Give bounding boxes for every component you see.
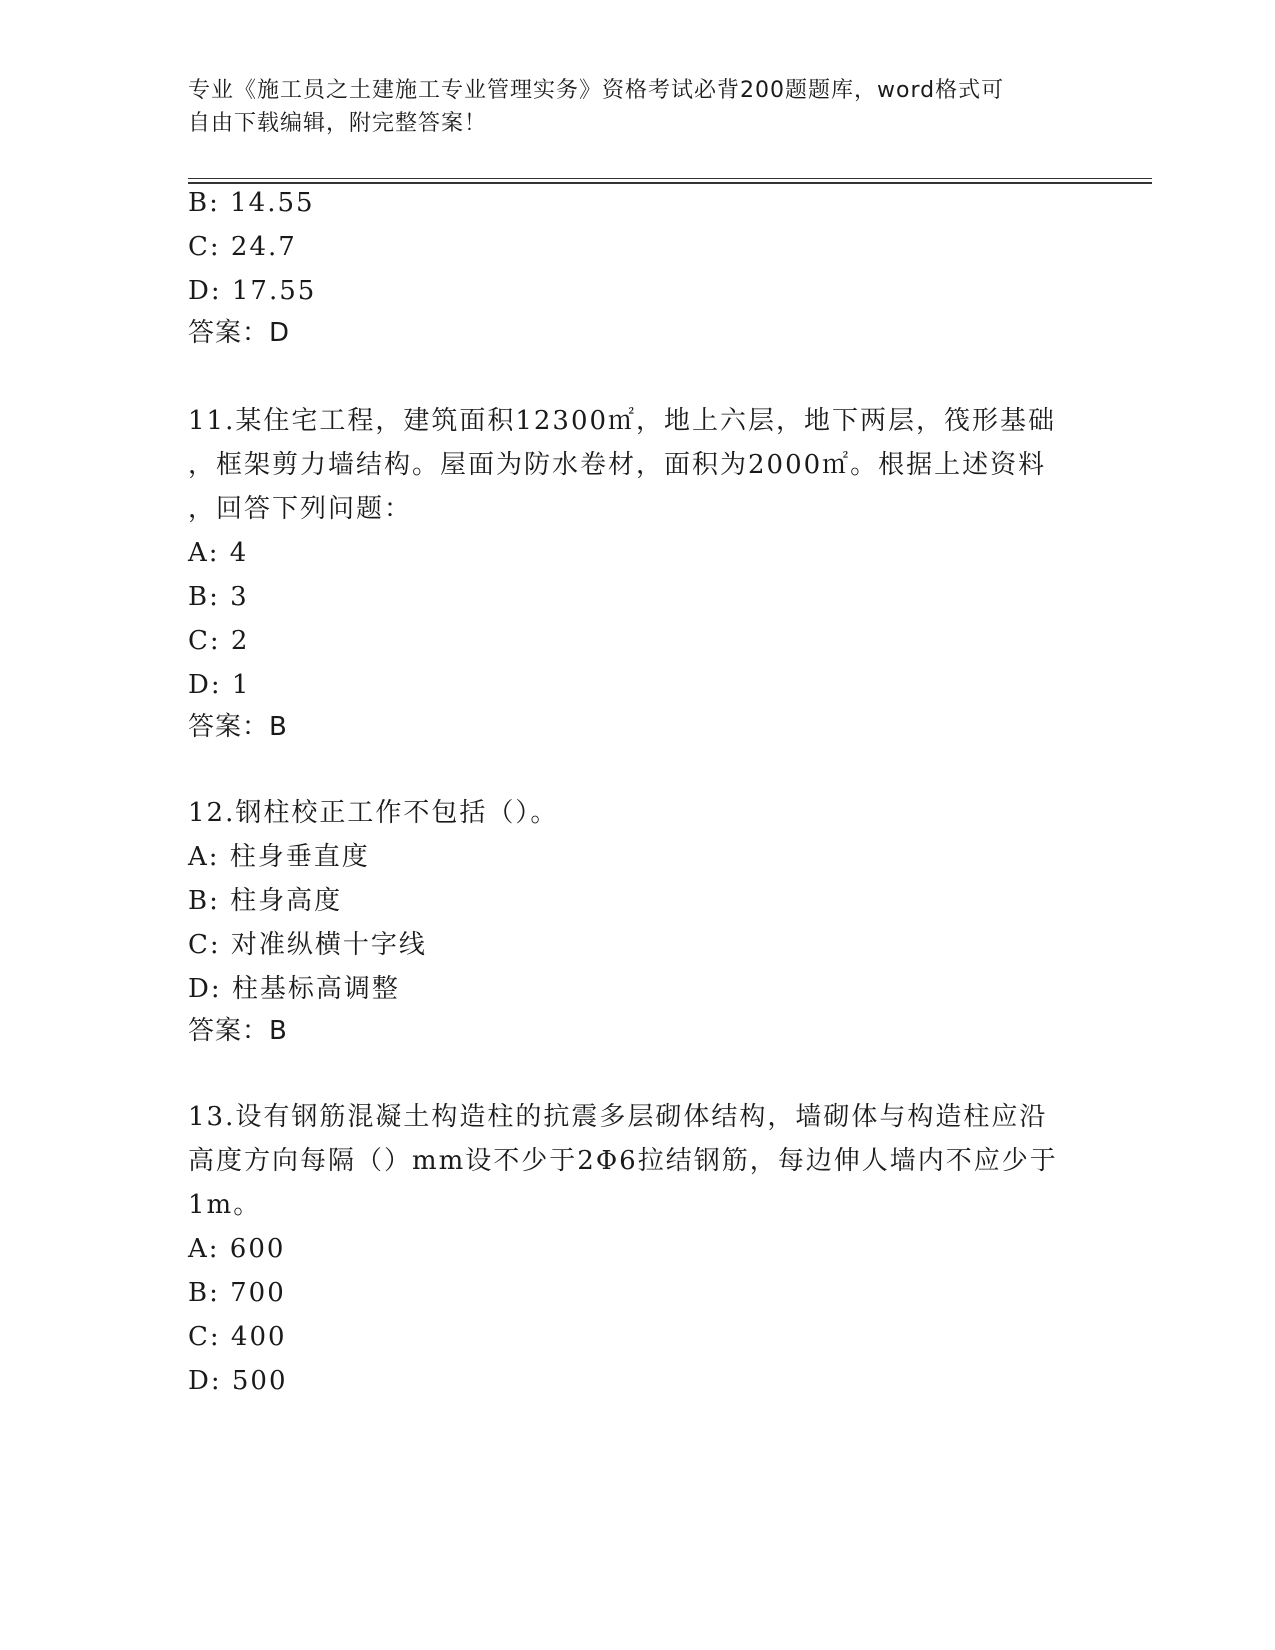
q12-option-a: A: 柱身垂直度 [188,842,370,872]
q12-option-b: B: 柱身高度 [188,886,343,916]
header-line-1: 专业《施工员之土建施工专业管理实务》资格考试必背200题题库，word格式可 [188,78,1005,103]
q11-stem-line-3: ，回答下列问题： [188,494,413,524]
q12-option-d: D: 柱基标高调整 [188,974,400,1004]
q13-option-b: B: 700 [188,1278,286,1308]
q13-option-c: C: 400 [188,1322,287,1352]
q11-option-d: D: 1 [188,670,251,700]
q11-stem-line-2: ，框架剪力墙结构。屋面为防水卷材，面积为2000㎡。根据上述资料 [188,450,1047,480]
q10-option-c: C: 24.7 [188,232,297,262]
header-line-2: 自由下载编辑，附完整答案！ [188,111,488,136]
q11-option-a: A: 4 [188,538,249,568]
header-divider-thin [188,178,1152,179]
q12-stem-line-1: 12.钢柱校正工作不包括（）。 [188,798,559,828]
q12-option-c: C: 对准纵横十字线 [188,930,427,960]
header-divider-thick [188,182,1152,184]
q11-option-b: B: 3 [188,582,249,612]
q12-answer: 答案：B [188,1016,288,1046]
q13-stem-line-2: 高度方向每隔（）mm设不少于2Φ6拉结钢筋，每边伸人墙内不应少于 [188,1146,1058,1176]
document-header [188,74,1068,140]
q10-option-d: D: 17.55 [188,276,317,306]
q10-answer: 答案：D [188,318,291,348]
q11-stem-line-1: 11.某住宅工程，建筑面积12300㎡，地上六层，地下两层，筏形基础 [188,406,1057,436]
q13-stem-line-3: 1m。 [188,1190,262,1220]
q13-option-d: D: 500 [188,1366,288,1396]
q11-option-c: C: 2 [188,626,250,656]
q13-option-a: A: 600 [188,1234,286,1264]
q10-option-b: B: 14.55 [188,188,315,218]
q11-answer: 答案：B [188,712,288,742]
q13-stem-line-1: 13.设有钢筋混凝土构造柱的抗震多层砌体结构，墙砌体与构造柱应沿 [188,1102,1048,1132]
